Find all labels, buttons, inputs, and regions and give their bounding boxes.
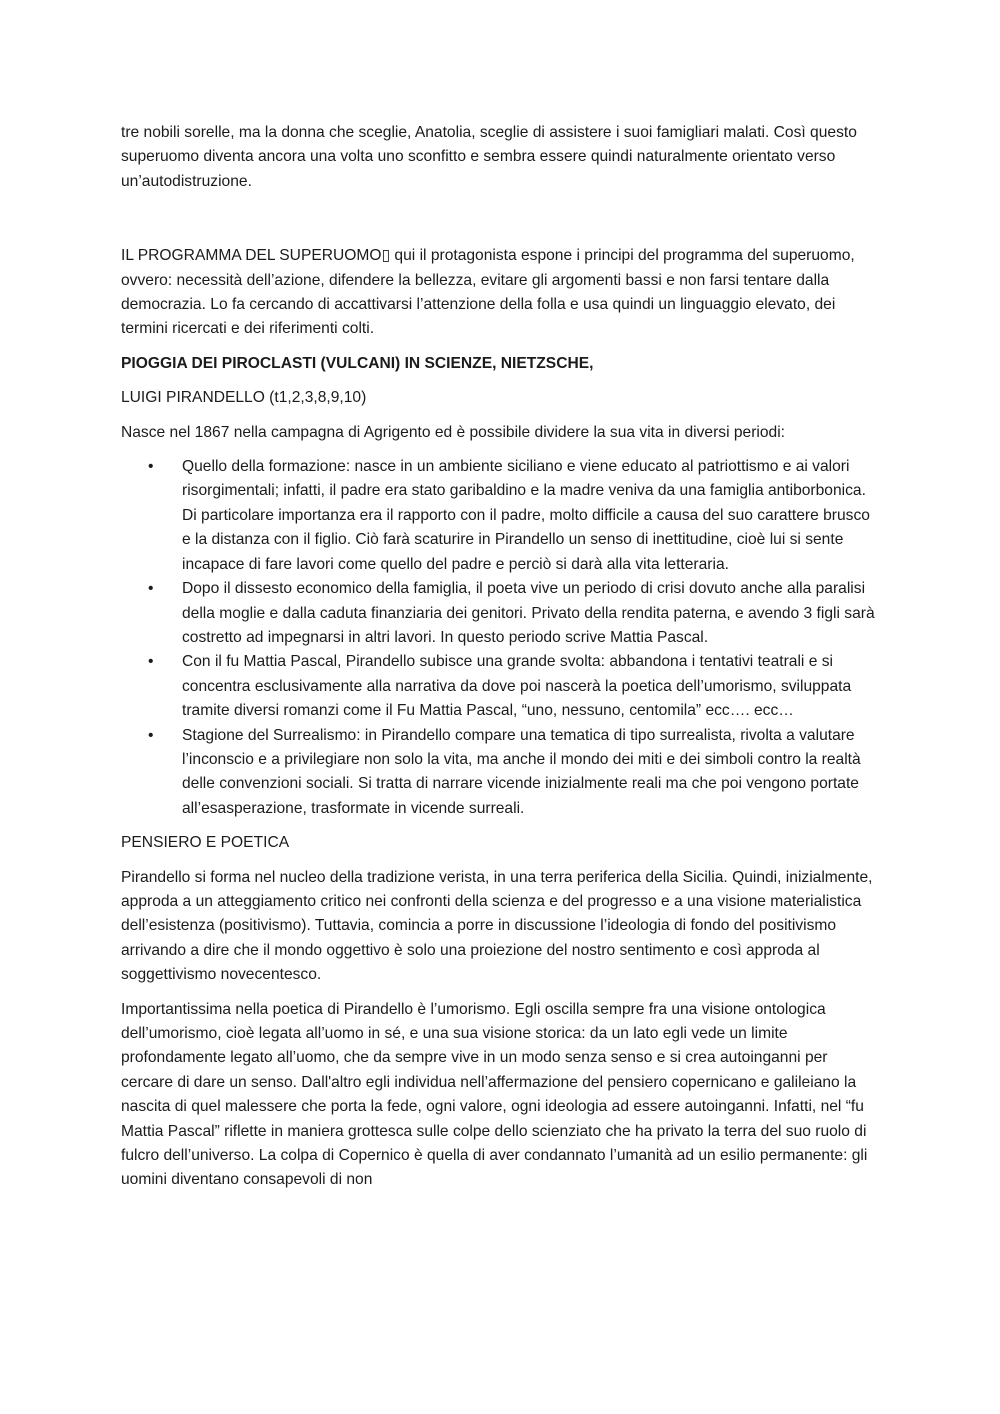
list-item (121, 650, 881, 723)
list-item (121, 577, 881, 650)
list-item-text: Quello della formazione: nasce in un ambiente siciliano e viene educato al patriottismo e ai valori risorgimentali; infatti, il padre era stato garibaldino e la madre veniva da una famiglia antiborbonica. Di particolare importanza era il rapporto con il padre, molto difficile a causa del suo carattere brusco e la distanza con il figlio. Ciò farà scaturire in Pirandello un senso di inettitudine, cioè lui si sente incapace di fare lavori come quello del padre e perciò si darà alla vita letteraria. (182, 458, 870, 573)
paragraph-pensiero-2: Importantissima nella poetica di Pirandello è l’umorismo. Egli oscilla sempre fra una visione ontologica dell’umorismo, cioè legata all’uomo in sé, e una sua visione storica: da un lato egli vede un limite profondamente legato all’uomo, che da sempre vive in un modo senza senso e si crea autoinganni per cercare di dare un senso. Dall'altro egli individua nell’affermazione del pensiero copernicano e galileiano la nascita di quel malessere che porta la fede, ogni valore, ogni ideologia ad essere autoinganni. Infatti, nel “fu Mattia Pascal” riflette in maniera grottesca sulle colpe dello scienziato che ha privato la terra del suo ruolo di fulcro dell’universo. La colpa di Copernico è quella di aver condannato l’umanità ad un esilio permanente: gli uomini diventano consapevoli di non (121, 1000, 868, 1189)
heading-luigi-pirandello: LUIGI PIRANDELLO (t1,2,3,8,9,10) (121, 389, 367, 407)
document-page (121, 121, 881, 1203)
paragraph-intro-pirandello: Nasce nel 1867 nella campagna di Agrigento ed è possibile dividere la sua vita in diversi periodi: (121, 423, 786, 441)
list-item-text: Dopo il dissesto economico della famiglia, il poeta vive un periodo di crisi dovuto anche alla paralisi della moglie e dalla caduta finanziaria dei genitori. Privato della rendita paterna, e avendo 3 figli sarà costretto ad impegnarsi in altri lavori. In questo periodo scrive Mattia Pascal. (182, 580, 875, 646)
list-item-text: Stagione del Surrealismo: in Pirandello compare una tematica di tipo surrealista, rivolta a valutare l’inconscio e a privilegiare non solo la vita, ma anche il mondo dei miti e dei simboli contro la realtà delle convenzioni sociali. Si tratta di narrare vicende inizialmente reali ma che poi vengono portate all’esasperazione, trasformate in vicende surreali. (182, 726, 861, 817)
paragraph-programma-superuomo: IL PROGRAMMA DEL SUPERUOMO▯ qui il protagonista espone i principi del programma del superuomo, ovvero: necessità dell’azione, difendere la bellezza, evitare gli argomenti bassi e non farsi tentare dalla democrazia. Lo fa cercando di accattivarsi l’attenzione della folla e usa quindi un linguaggio elevato, dei termini ricercati e dei riferimenti colti. (121, 247, 855, 338)
bullet-icon: • (148, 458, 154, 476)
heading-pioggia-piroclasti: PIOGGIA DEI PIROCLASTI (VULCANI) IN SCIENZE, NIETZSCHE, (121, 354, 594, 372)
bullet-icon: • (148, 726, 154, 744)
bullet-icon: • (148, 653, 154, 671)
list-item-text: Con il fu Mattia Pascal, Pirandello subisce una grande svolta: abbandona i tentativi teatrali e si concentra esclusivamente alla narrativa da dove poi nascerà la poetica dell’umorismo, sviluppata tramite diversi romanzi come il Fu Mattia Pascal, “uno, nessuno, centomila” ecc…. ecc… (182, 653, 852, 720)
list-item (121, 455, 881, 577)
paragraph-anatolia: tre nobili sorelle, ma la donna che sceglie, Anatolia, sceglie di assistere i suoi famigliari malati. Così questo superuomo diventa ancora una volta uno sconfitto e sembra essere quindi naturalmente orientato verso un’autodistruzione. (121, 124, 857, 190)
periods-list (121, 455, 881, 821)
heading-pensiero-poetica: PENSIERO E POETICA (121, 834, 290, 852)
list-item (121, 724, 881, 822)
bullet-icon: • (148, 580, 154, 598)
paragraph-pensiero-1: Pirandello si forma nel nucleo della tradizione verista, in una terra periferica della Sicilia. Quindi, inizialmente, approda a un atteggiamento critico nei confronti della scienza e del progresso e a una visione materialistica dell’esistenza (positivismo). Tuttavia, comincia a porre in discussione l’ideologia di fondo del positivismo arrivando a dire che il mondo oggettivo è solo una proiezione del nostro sentimento e così approda al soggettivismo novecentesco. (121, 868, 873, 984)
